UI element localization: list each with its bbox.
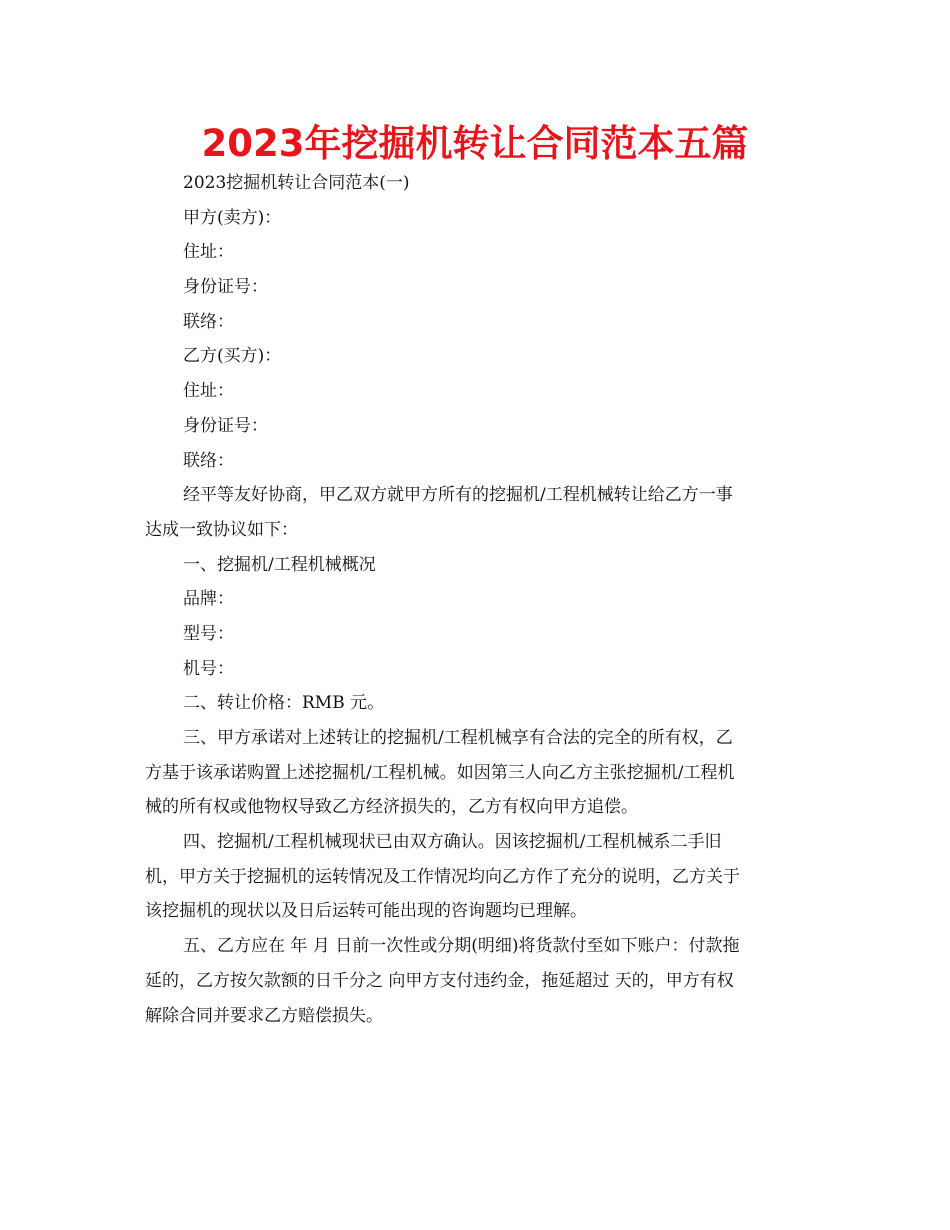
- text-line: 一、挖掘机/工程机械概况: [183, 554, 376, 575]
- text-line: 延的，乙方按欠款额的日千分之 向甲方支付违约金，拖延超过 天的，甲方有权: [145, 970, 734, 991]
- text-line: 二、转让价格：RMB 元。: [183, 693, 385, 714]
- text-line: 该挖掘机的现状以及日后运转可能出现的咨询题均已理解。: [145, 901, 587, 922]
- text-line: 身份证号：: [183, 277, 268, 298]
- text-line: 械的所有权或他物权导致乙方经济损失的，乙方有权向甲方追偿。: [145, 797, 638, 818]
- text-line: 五、乙方应在 年 月 日前一次性或分期(明细)将货款付至如下账户：付款拖: [183, 936, 740, 957]
- text-line: 达成一致协议如下：: [145, 519, 298, 540]
- text-line: 品牌：: [183, 589, 234, 610]
- text-line: 经平等友好协商，甲乙双方就甲方所有的挖掘机/工程机械转让给乙方一事: [183, 485, 733, 506]
- text-line: 三、甲方承诺对上述转让的挖掘机/工程机械享有合法的完全的所有权，乙: [183, 728, 733, 748]
- text-line: 机号：: [183, 658, 234, 679]
- text-line: 2023挖掘机转让合同范本(一): [183, 173, 410, 193]
- text-line: 身份证号：: [183, 415, 268, 436]
- text-line: 甲方(卖方)：: [183, 207, 282, 228]
- text-line: 四、挖掘机/工程机械现状已由双方确认。因该挖掘机/工程机械系二手旧: [183, 832, 722, 853]
- text-line: 乙方(买方)：: [183, 346, 282, 367]
- document-title: 2023年挖掘机转让合同范本五篇: [201, 122, 749, 165]
- text-line: 解除合同并要求乙方赔偿损失。: [145, 1005, 383, 1026]
- text-line: 联络：: [183, 450, 234, 471]
- text-line: 型号：: [183, 623, 234, 644]
- text-line: 住址：: [183, 242, 234, 263]
- text-line: 住址：: [183, 381, 234, 402]
- document-body: [145, 166, 805, 1033]
- text-line: 方基于该承诺购置上述挖掘机/工程机械。如因第三人向乙方主张挖掘机/工程机: [145, 762, 735, 783]
- text-line: 联络：: [183, 311, 234, 332]
- text-line: 机，甲方关于挖掘机的运转情况及工作情况均向乙方作了充分的说明，乙方关于: [145, 866, 740, 887]
